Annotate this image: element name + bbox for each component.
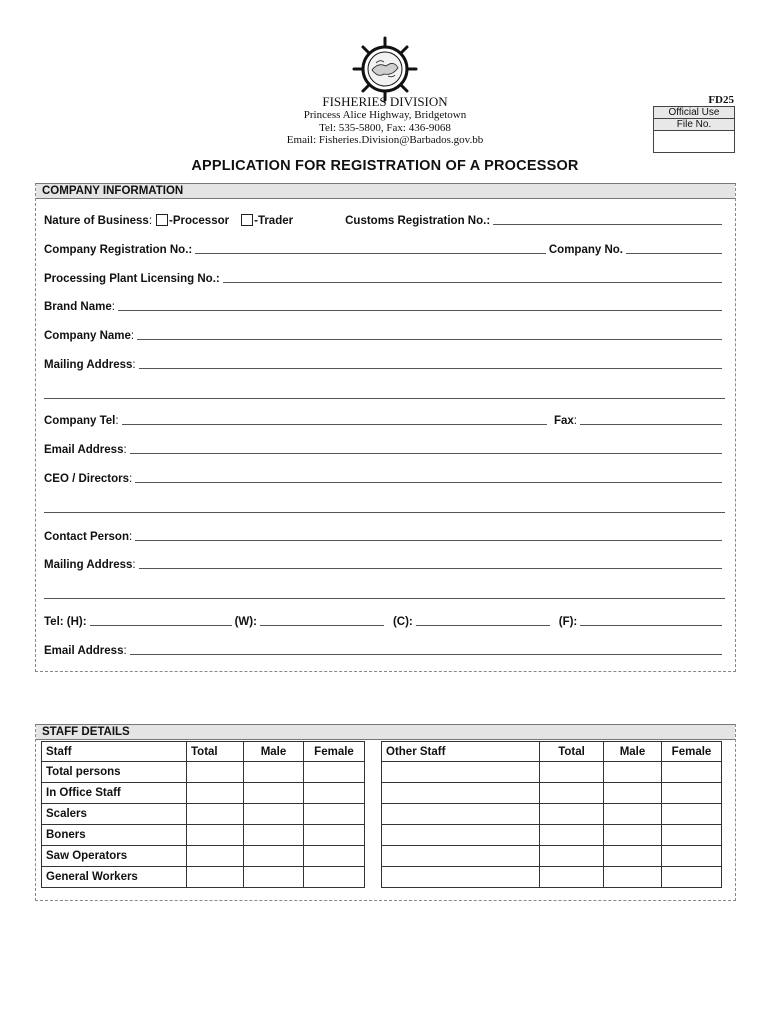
table-row [42, 846, 365, 867]
staff-details-heading: STAFF DETAILS [36, 725, 735, 740]
male-cell[interactable] [244, 783, 304, 804]
female-cell[interactable] [304, 825, 365, 846]
company-registration-label: Company Registration No.: [44, 244, 193, 256]
table-row [382, 846, 722, 867]
male-column-header: Male [244, 742, 304, 762]
female-cell[interactable] [662, 783, 722, 804]
official-use-box [653, 106, 735, 153]
mailing-address-row: Mailing Address : [44, 357, 725, 371]
telephone-row [44, 614, 725, 628]
form-title: APPLICATION FOR REGISTRATION OF A PROCESSOR [191, 158, 579, 174]
other-female-column-header: Female [662, 742, 722, 762]
org-name: FISHERIES DIVISION [322, 94, 448, 109]
total-cell[interactable] [187, 846, 244, 867]
other-staff-cell[interactable] [382, 804, 540, 825]
email-address-row: Email Address : [44, 442, 725, 456]
contact-person-label: Contact Person [44, 531, 129, 543]
file-no-label: File No. [654, 119, 734, 131]
other-staff-cell[interactable] [382, 867, 540, 888]
table-row [382, 762, 722, 783]
brand-name-label: Brand Name [44, 301, 112, 313]
male-cell[interactable] [244, 762, 304, 783]
mailing-address-field[interactable] [139, 367, 722, 369]
org-address: Princess Alice Highway, Bridgetown [303, 109, 467, 121]
company-registration-row [44, 242, 725, 256]
company-tel-label: Company Tel [44, 415, 116, 427]
female-cell[interactable] [662, 762, 722, 783]
processor-checkbox[interactable] [156, 214, 168, 226]
male-cell[interactable] [604, 762, 662, 783]
company-name-field[interactable] [137, 338, 722, 340]
female-cell[interactable] [662, 804, 722, 825]
brand-name-row: Brand Name : [44, 299, 725, 313]
total-cell[interactable] [187, 804, 244, 825]
other-staff-table-header [382, 742, 722, 762]
fisheries-division-logo [352, 36, 418, 102]
total-cell[interactable] [187, 825, 244, 846]
email-address-field[interactable] [130, 452, 722, 454]
other-staff-cell[interactable] [382, 825, 540, 846]
female-cell[interactable] [304, 867, 365, 888]
female-column-header: Female [304, 742, 365, 762]
male-cell[interactable] [604, 783, 662, 804]
table-row [42, 825, 365, 846]
tel-home-field[interactable] [90, 624, 232, 626]
ceo-directors-field[interactable] [135, 481, 722, 483]
female-cell[interactable] [662, 846, 722, 867]
contact-mailing-address-line-2[interactable] [44, 597, 725, 599]
ceo-directors-label: CEO / Directors [44, 473, 129, 485]
male-cell[interactable] [244, 804, 304, 825]
trader-checkbox[interactable] [241, 214, 253, 226]
female-cell[interactable] [304, 846, 365, 867]
total-cell[interactable] [540, 846, 604, 867]
female-cell[interactable] [304, 804, 365, 825]
male-cell[interactable] [604, 825, 662, 846]
company-information-heading: COMPANY INFORMATION [36, 184, 735, 199]
total-cell[interactable] [540, 867, 604, 888]
row-label: Total persons [42, 762, 187, 783]
company-no-label: Company No. [548, 244, 623, 256]
ceo-directors-row: CEO / Directors : [44, 471, 725, 485]
male-cell[interactable] [604, 867, 662, 888]
fax-label: Fax [553, 415, 574, 427]
total-cell[interactable] [540, 825, 604, 846]
table-row [382, 783, 722, 804]
table-row [42, 783, 365, 804]
contact-email-label: Email Address [44, 645, 124, 657]
other-staff-cell[interactable] [382, 846, 540, 867]
total-cell[interactable] [187, 762, 244, 783]
tel-fax-label: (F): [558, 616, 578, 628]
nature-of-business-row: Nature of Business : -Processor -Trader Customs Registration No.: [44, 213, 725, 227]
total-cell[interactable] [187, 867, 244, 888]
total-cell[interactable] [540, 783, 604, 804]
female-cell[interactable] [304, 762, 365, 783]
row-label: In Office Staff [42, 783, 187, 804]
staff-table [41, 741, 365, 888]
table-row [382, 825, 722, 846]
table-row [42, 762, 365, 783]
table-row [382, 804, 722, 825]
plant-licensing-row [44, 271, 725, 285]
tel-home-label: Tel: (H): [44, 616, 87, 628]
org-email: Email: Fisheries.Division@Barbados.gov.bb [286, 134, 484, 146]
female-cell[interactable] [662, 867, 722, 888]
other-staff-column-header: Other Staff [382, 742, 540, 762]
male-cell[interactable] [244, 867, 304, 888]
row-label: General Workers [42, 867, 187, 888]
row-label: Scalers [42, 804, 187, 825]
contact-mailing-address-label: Mailing Address [44, 559, 133, 571]
other-male-column-header: Male [604, 742, 662, 762]
male-cell[interactable] [604, 804, 662, 825]
contact-person-row: Contact Person : [44, 529, 725, 543]
contact-email-field[interactable] [130, 653, 722, 655]
staff-column-header: Staff [42, 742, 187, 762]
male-cell[interactable] [604, 846, 662, 867]
other-staff-cell[interactable] [382, 783, 540, 804]
processor-option-label: -Processor [169, 215, 230, 227]
total-cell[interactable] [540, 762, 604, 783]
org-phone-fax: Tel: 535-5800, Fax: 436-9068 [319, 121, 451, 134]
row-label: Boners [42, 825, 187, 846]
contact-mailing-address-row: Mailing Address : [44, 557, 725, 571]
table-row [42, 804, 365, 825]
official-use-label: Official Use [654, 107, 734, 119]
email-address-label: Email Address [44, 444, 124, 456]
tel-cell-field[interactable] [416, 624, 550, 626]
male-cell[interactable] [244, 825, 304, 846]
ceo-directors-line-2[interactable] [44, 511, 725, 513]
company-tel-row: Company Tel : Fax : [44, 413, 725, 427]
company-registration-field[interactable] [195, 252, 546, 254]
staff-table-header [42, 742, 365, 762]
plant-licensing-label: Processing Plant Licensing No.: [44, 273, 220, 285]
mailing-address-label: Mailing Address [44, 359, 133, 371]
company-information-section [35, 183, 736, 672]
mailing-address-line-2[interactable] [44, 397, 725, 399]
customs-registration-field[interactable] [493, 223, 722, 225]
company-no-field[interactable] [626, 252, 722, 254]
company-name-label: Company Name [44, 330, 131, 342]
customs-registration-label: Customs Registration No.: [345, 215, 491, 227]
organization-header [200, 94, 570, 147]
female-cell[interactable] [304, 783, 365, 804]
tel-work-label: (W): [234, 616, 257, 628]
brand-name-field[interactable] [118, 309, 722, 311]
tel-fax-field[interactable] [580, 624, 722, 626]
female-cell[interactable] [662, 825, 722, 846]
total-column-header: Total [187, 742, 244, 762]
tel-work-field[interactable] [260, 624, 384, 626]
contact-email-row: Email Address : [44, 643, 725, 657]
form-code: FD25 [708, 94, 734, 106]
total-cell[interactable] [187, 783, 244, 804]
company-name-row: Company Name : [44, 328, 725, 342]
row-label: Saw Operators [42, 846, 187, 867]
male-cell[interactable] [244, 846, 304, 867]
total-cell[interactable] [540, 804, 604, 825]
nature-of-business-label: Nature of Business [44, 215, 149, 227]
staff-details-section [35, 724, 736, 901]
table-row [382, 867, 722, 888]
contact-mailing-address-field[interactable] [139, 567, 722, 569]
plant-licensing-field[interactable] [223, 281, 722, 283]
other-total-column-header: Total [540, 742, 604, 762]
tel-cell-label: (C): [392, 616, 413, 628]
trader-option-label: -Trader [254, 215, 294, 227]
company-tel-field[interactable] [122, 423, 547, 425]
other-staff-cell[interactable] [382, 762, 540, 783]
other-staff-table [381, 741, 722, 888]
contact-person-field[interactable] [135, 539, 722, 541]
fax-field[interactable] [580, 423, 722, 425]
table-row [42, 867, 365, 888]
